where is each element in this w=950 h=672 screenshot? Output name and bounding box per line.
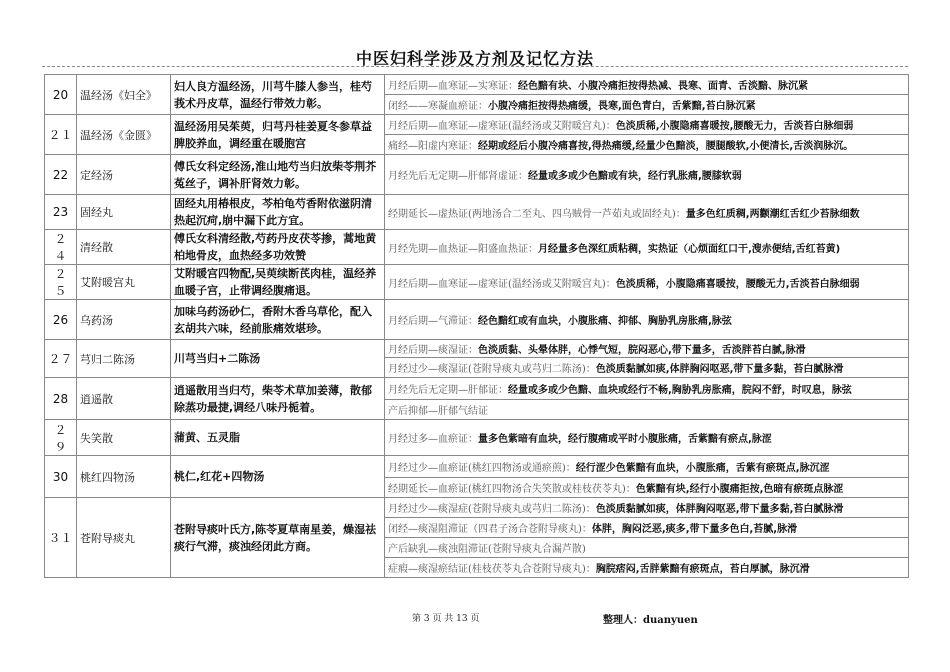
formula-name: 乌药汤 xyxy=(77,300,171,340)
syndrome-symptoms: 经行涩少色紫黯有血块，小腹胀痛，舌紫有瘀斑点,脉沉涩 xyxy=(575,463,830,474)
formula-name: 逍遥散 xyxy=(77,378,171,420)
syndrome-pattern: 月经过少—血瘀证(桃红四物汤或通瘀煎)： xyxy=(388,463,576,474)
syndrome-entry xyxy=(385,95,909,115)
syndrome-symptoms: 经期或经后小腹冷痛喜按,得热痛缓,经量少色黯淡，腰腿酸软,小便清长,舌淡润脉沉。 xyxy=(478,141,854,152)
syndrome-pattern: 月经过少—痰湿症(苍附导痰丸或芎归二陈汤)： xyxy=(388,504,596,515)
syndrome-entry xyxy=(385,115,909,135)
table-row xyxy=(45,75,909,95)
syndrome-entry xyxy=(385,155,909,195)
syndrome-symptoms: 色淡质稀，小腹隐痛喜暖按，腰酸无力,舌淡苔白脉细弱 xyxy=(615,278,860,290)
syndrome-entry xyxy=(385,135,909,155)
mnemonic-verse: 温经汤用吴茱萸，归芎丹桂姜夏冬参草益脾胶养血，调经重在暖胞宫 xyxy=(171,115,385,155)
formula-name: 定经汤 xyxy=(77,155,171,195)
syndrome-pattern: 痛经—阳虚内寒证： xyxy=(388,141,478,152)
mnemonic-verse: 傅氏女科清经散,芍药丹皮茯苓掺，蒿地黄柏地骨皮，血热经多功效赞 xyxy=(171,230,385,265)
mnemonic-verse: 川芎当归+二陈汤 xyxy=(171,340,385,378)
syndrome-entry xyxy=(385,300,909,340)
row-number: ２ ５ xyxy=(45,265,77,300)
formula-name: 失笑散 xyxy=(77,420,171,456)
row-number: ２７ xyxy=(45,340,77,378)
mnemonic-verse: 固经丸用椿根皮，芩柏龟芍香附依滋阴清热起沉疴,崩中漏下此方宜。 xyxy=(171,195,385,230)
syndrome-symptoms: 经量或多或少色黯、血块或经行不畅,胸胁乳房胀痛，脘闷不舒，时叹息，脉弦 xyxy=(508,385,852,396)
formula-name: 温经汤《妇全》 xyxy=(77,75,171,115)
table-row xyxy=(45,378,909,400)
syndrome-symptoms: 量多色红质稠,两颧潮红舌红少苔脉细数 xyxy=(685,208,860,220)
table-row xyxy=(45,155,909,195)
syndrome-entry xyxy=(385,456,909,478)
syndrome-pattern: 月经先期—血热证—阳盛血热证： xyxy=(388,243,538,255)
formula-name: 苍附导痰丸 xyxy=(77,498,171,578)
formula-name: 温经汤《金匮》 xyxy=(77,115,171,155)
syndrome-entry xyxy=(385,400,909,420)
mnemonic-verse: 桃仁,红花+四物汤 xyxy=(171,456,385,498)
syndrome-pattern: 月经过多—血瘀证： xyxy=(388,434,478,445)
mnemonic-verse: 傅氏女科定经汤,淮山地芍当归放柴苓荆芥菟丝子，调补肝肾效力彰。 xyxy=(171,155,385,195)
syndrome-symptoms: 色淡质黏腻如痰，体胖胸闷呕恶,带下量多黏,苔白腻脉滑 xyxy=(595,504,844,515)
syndrome-symptoms: 色淡质黏腻如痰,体胖胸闷呕恶,带下量多黏，苔白腻脉滑 xyxy=(595,364,844,375)
row-number: 30 xyxy=(45,456,77,498)
syndrome-pattern: 产后抑郁—肝郁气结证 xyxy=(388,406,488,417)
document-title: 中医妇科学涉及方剂及记忆方法 xyxy=(355,49,594,68)
syndrome-entry xyxy=(385,518,909,538)
syndrome-entry xyxy=(385,230,909,265)
table-row xyxy=(45,498,909,518)
mnemonic-verse: 逍遥散用当归芍，柴苓术草加姜薄，散郁除蒸功最捷,调经八味丹栀着。 xyxy=(171,378,385,420)
syndrome-pattern: 闭经——寒凝血瘀证： xyxy=(388,101,488,112)
syndrome-symptoms: 经量或多或少色黯或有块，经行乳胀痛,腰膝软弱 xyxy=(528,171,742,182)
table-row xyxy=(45,230,909,265)
syndrome-symptoms: 色紫黯有块,经行小腹痛拒按,色暗有瘀斑点脉涩 xyxy=(635,484,844,495)
row-number: 23 xyxy=(45,195,77,230)
syndrome-symptoms: 经色黯红或有血块，小腹胀痛、抑郁、胸胁乳房胀痛,脉弦 xyxy=(478,316,732,327)
syndrome-pattern: 月经后期—痰湿证： xyxy=(388,345,478,356)
formula-name: 艾附暖宫丸 xyxy=(77,265,171,300)
formula-name: 芎归二陈汤 xyxy=(77,340,171,378)
row-number: ２ ９ xyxy=(45,420,77,456)
row-number: 28 xyxy=(45,378,77,420)
syndrome-pattern: 月经后期—血寒证—虚寒证(温经汤或艾附暖宫丸)： xyxy=(388,121,616,132)
formula-table xyxy=(44,74,909,578)
row-number: ２ ４ xyxy=(45,230,77,265)
mnemonic-verse: 妇人良方温经汤，川芎牛膝人参当，桂芍莪术丹皮草，温经行带效力彰。 xyxy=(171,75,385,115)
syndrome-entry xyxy=(385,478,909,498)
formula-table-body xyxy=(45,75,909,578)
syndrome-entry xyxy=(385,265,909,300)
syndrome-entry xyxy=(385,195,909,230)
table-row xyxy=(45,340,909,358)
syndrome-symptoms: 月经量多色深红质粘稠，实热证（心烦面红口干,溲赤便结,舌红苔黄) xyxy=(538,243,841,255)
syndrome-entry xyxy=(385,498,909,518)
row-number: 22 xyxy=(45,155,77,195)
row-number: 20 xyxy=(45,75,77,115)
row-number: ３１ xyxy=(45,498,77,578)
syndrome-entry xyxy=(385,340,909,358)
syndrome-pattern: 经期延长—血瘀证(桃红四物汤合失笑散或桂枝茯苓丸)： xyxy=(388,484,636,495)
syndrome-symptoms: 色淡质黏、头晕体胖，心悸气短，脘闷恶心,带下量多，舌淡胖苔白腻,脉滑 xyxy=(478,345,806,356)
formula-name: 固经丸 xyxy=(77,195,171,230)
syndrome-pattern: 月经后期—血寒证—虚寒证(温经汤或艾附暖宫丸)： xyxy=(388,278,616,290)
page-number: 第 3 页 共 13 页 xyxy=(412,614,480,624)
syndrome-pattern: 经期延长—虚热证(两地汤合二至丸、四乌贼骨一芦茹丸或固经丸)： xyxy=(388,208,686,220)
syndrome-symptoms: 小腹冷痛拒按得热痛缓，畏寒,面色青白，舌紫黯,苔白脉沉紧 xyxy=(488,101,756,112)
syndrome-symptoms: 经色黯有块、小腹冷痛拒按得热减、畏寒、面青、舌淡黯、脉沉紧 xyxy=(518,81,808,92)
row-number: 26 xyxy=(45,300,77,340)
syndrome-pattern: 月经先后无定期—肝郁证： xyxy=(388,385,508,396)
syndrome-pattern: 产后缺乳—痰浊阻滞证(苍附导痰丸合漏芦散) xyxy=(388,544,586,555)
formula-name: 桃红四物汤 xyxy=(77,456,171,498)
syndrome-entry xyxy=(385,558,909,578)
formula-name: 清经散 xyxy=(77,230,171,265)
mnemonic-verse: 苍附导痰叶氏方,陈苓夏草南星姜，燥湿祛痰行气滞，痰浊经闭此方商。 xyxy=(171,498,385,578)
compiler-credit: 整理人：duanyuen xyxy=(603,615,698,626)
syndrome-entry xyxy=(385,538,909,558)
row-number: ２１ xyxy=(45,115,77,155)
syndrome-pattern: 症瘕—痰湿瘀结证(桂枝茯苓丸合苍附导痰丸)： xyxy=(388,564,596,575)
syndrome-symptoms: 色淡质稀,小腹隐痛喜暖按,腰酸无力，舌淡苔白脉细弱 xyxy=(615,121,854,132)
mnemonic-verse: 加味乌药汤砂仁，香附木香乌草伦，配入玄胡共六味，经前胀痛效堪珍。 xyxy=(171,300,385,340)
syndrome-symptoms: 量多色紫暗有血块，经行腹痛或平时小腹胀痛，舌紫黯有瘀点,脉涩 xyxy=(478,434,772,445)
syndrome-entry xyxy=(385,420,909,456)
table-row xyxy=(45,456,909,478)
table-row xyxy=(45,300,909,340)
table-row xyxy=(45,265,909,300)
syndrome-pattern: 闭经—痰湿阻滞证（四君子汤合苍附导痰丸)： xyxy=(388,524,592,535)
syndrome-entry xyxy=(385,358,909,378)
syndrome-pattern: 月经先后无定期—肝郁肾虚证： xyxy=(388,171,528,182)
title-divider xyxy=(42,66,908,67)
syndrome-symptoms: 胸脘痞闷,舌胖紫黯有瘀斑点，苔白厚腻，脉沉滑 xyxy=(595,564,810,575)
table-row xyxy=(45,195,909,230)
syndrome-entry xyxy=(385,75,909,95)
syndrome-pattern: 月经过少—痰湿证(苍附导痰丸或芎归二陈汤)： xyxy=(388,364,596,375)
syndrome-symptoms: 体胖，胸闷泛恶,痰多,带下量多色白,苔腻,脉滑 xyxy=(591,524,798,535)
syndrome-pattern: 月经后期—气滞证： xyxy=(388,316,478,327)
table-row xyxy=(45,420,909,456)
mnemonic-verse: 艾附暖宫四物配,吴萸续断芪肉桂，温经养血暖子宫，止带调经腹痛退。 xyxy=(171,265,385,300)
table-row xyxy=(45,115,909,135)
syndrome-pattern: 月经后期—血寒证—实寒证： xyxy=(388,81,518,92)
syndrome-entry xyxy=(385,378,909,400)
mnemonic-verse: 蒲黄、五灵脂 xyxy=(171,420,385,456)
